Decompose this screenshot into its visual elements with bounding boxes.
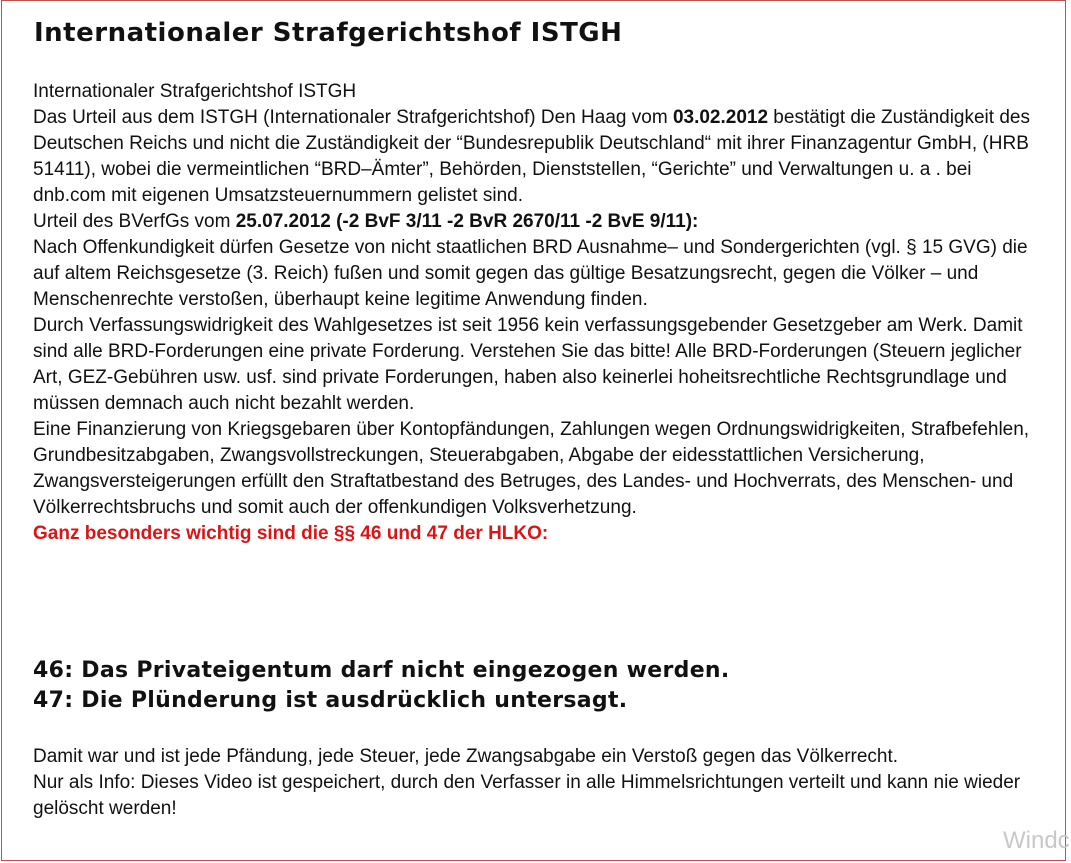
paragraph-bverfg — [33, 209, 1033, 235]
outro-info: Nur als Info: Dieses Video ist gespeichert, durch den Verfasser in alle Himmelsrichtungen verteilt und kann nie wieder gelöscht werden! — [33, 772, 1021, 819]
article-47: 47: Die Plünderung ist ausdrücklich untersagt. — [33, 688, 628, 713]
bverfg-reference: 25.07.2012 (-2 BvF 3/11 -2 BvR 2670/11 -2 BvE 9/11): — [235, 211, 699, 232]
paragraph-istgh-post: bestätigt die Zuständigkeit des Deutschen Reichs und nicht die Zuständigkeit der “Bundesrepublik Deutschland“ mit ihrer Finanzagentur GmbH, (HRB 51411), wobei die vermeintlichen “BRD–Ämter”, Behörden, Dienststellen, “Gerichte” und Verwaltungen u. a . bei dnb.com mit eigenen Umsatzsteuernummern gelistet sind. — [33, 107, 1030, 206]
article-46: 46: Das Privateigentum darf nicht eingezogen werden. — [33, 658, 730, 683]
paragraph-finanzierung: Eine Finanzierung von Kriegsgebaren über Kontopfändungen, Zahlungen wegen Ordnungswidrigkeiten, Strafbefehlen, Grundbesitzabgaben, Zwangsvollstreckungen, Steuerabgaben, Abgabe der eidesstattlichen Versicherung, Zwangsversteigerungen erfüllt den Straftatbestand des Betruges, des Landes- und Hochverrats, des Menschen- und Völkerrechtsbruchs und somit auch der offenkundigen Volksverhetzung. — [33, 419, 1030, 518]
istgh-date: 03.02.2012 — [672, 107, 769, 128]
paragraph-istgh-pre: Das Urteil aus dem ISTGH (Internationaler Strafgerichtshof) Den Haag vom — [33, 107, 673, 128]
document-outro — [33, 744, 1033, 822]
document-body — [33, 79, 1033, 547]
intro-label: Internationaler Strafgerichtshof ISTGH — [33, 81, 357, 102]
windows-activation-watermark: Windc — [1003, 827, 1070, 854]
paragraph-istgh — [33, 105, 1033, 209]
paragraph-wahlgesetz: Durch Verfassungswidrigkeit des Wahlgesetzes ist seit 1956 kein verfassungsgebender Gesetzgeber am Werk. Damit sind alle BRD-Forderungen eine private Forderung. Verstehen Sie das bitte! Alle BRD-Forderungen (Steuern jeglicher Art, GEZ-Gebühren usw. usf. sind private Forderungen, haben also keinerlei hoheitsrechtliche Rechtsgrundlage und müssen demnach auch nicht bezahlt werden. — [33, 315, 1023, 414]
page-title: Internationaler Strafgerichtshof ISTGH — [34, 18, 623, 48]
highlight-hlko: Ganz besonders wichtig sind die §§ 46 und 47 der HLKO: — [33, 523, 549, 544]
paragraph-offenkundigkeit: Nach Offenkundigkeit dürfen Gesetze von nicht staatlichen BRD Ausnahme– und Sondergerichten (vgl. § 15 GVG) die auf altem Reichsgesetze (3. Reich) fußen und somit gegen das gültige Besatzungsrecht, gegen die Völker – und Menschenrechte verstoßen, überhaupt keine legitime Anwendung finden. — [33, 237, 1028, 310]
hlko-articles — [33, 656, 730, 716]
paragraph-bverfg-pre: Urteil des BVerfGs vom — [33, 211, 236, 232]
outro-voelkerrecht: Damit war und ist jede Pfändung, jede Steuer, jede Zwangsabgabe ein Verstoß gegen das Völkerrecht. — [33, 746, 899, 767]
